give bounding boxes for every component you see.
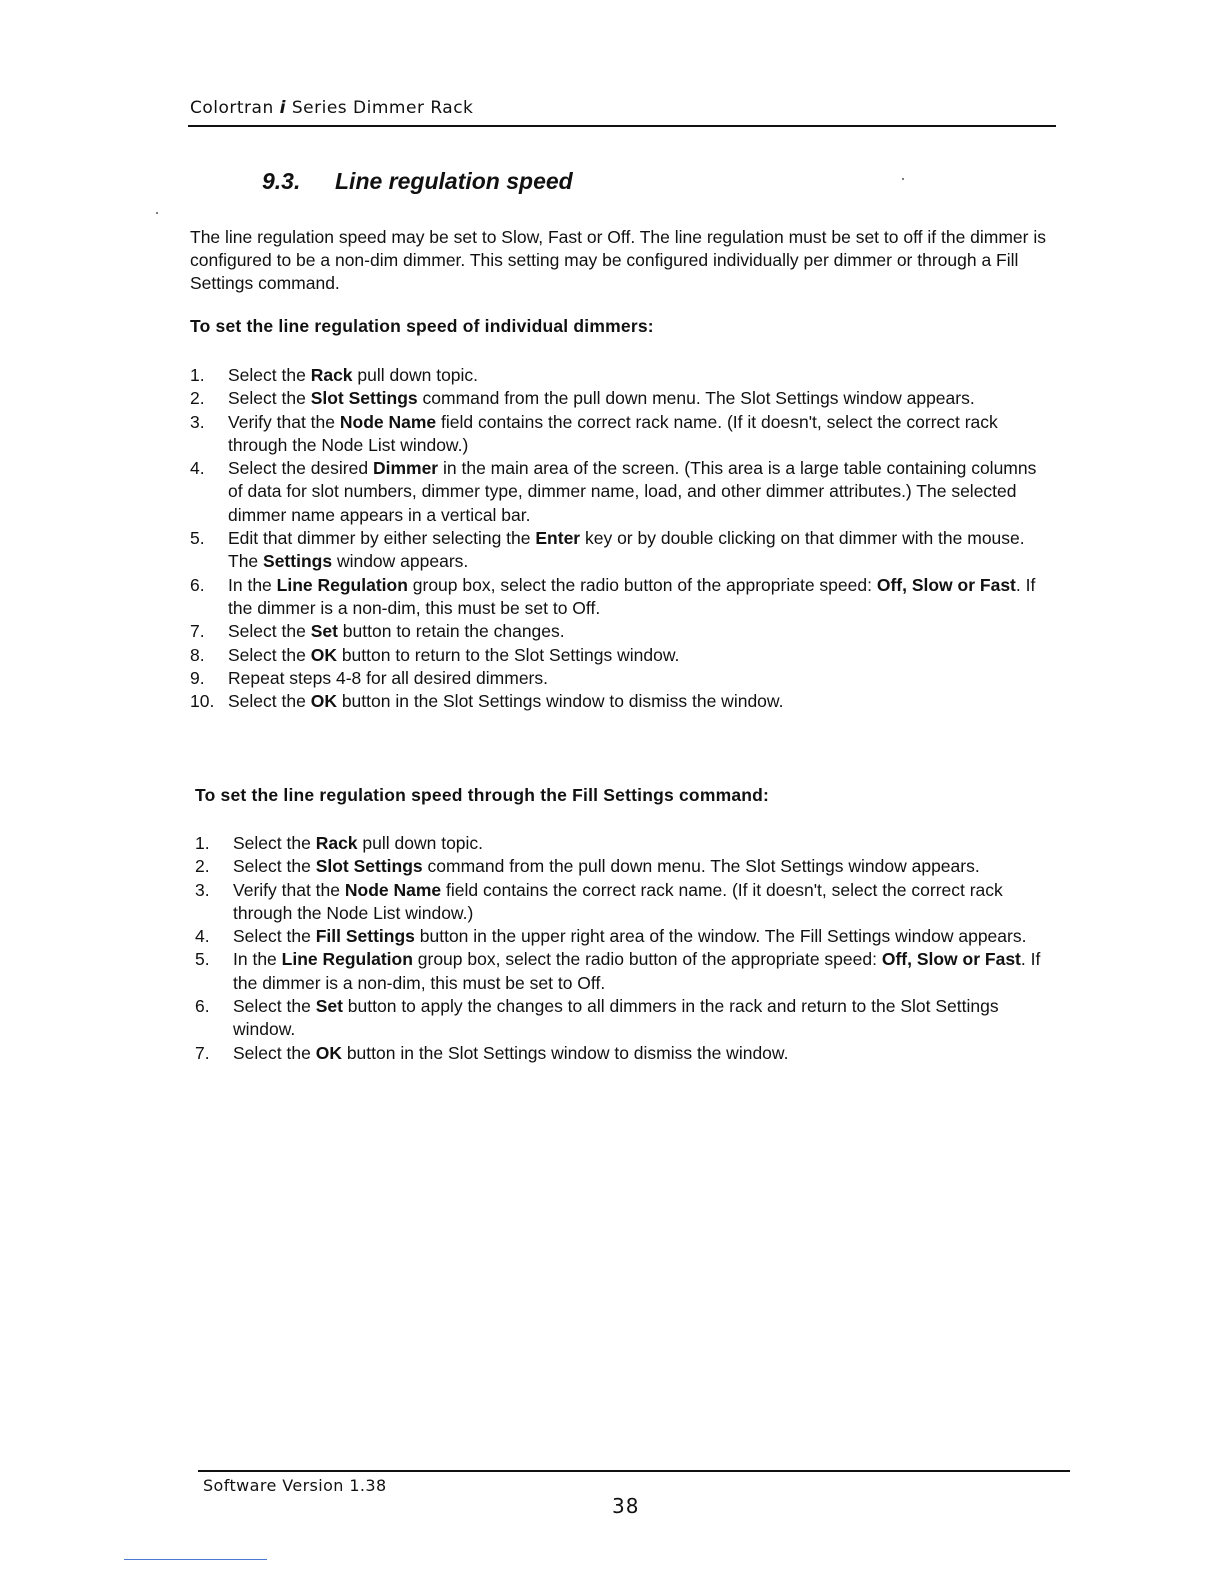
step-text [233, 879, 1055, 926]
step-text [228, 457, 1050, 527]
step-item [190, 667, 1050, 690]
step-text-segment: pull down topic. [357, 833, 484, 853]
step-item [190, 364, 1050, 387]
step-text-segment: Select the [233, 996, 316, 1017]
step-item [195, 1042, 1055, 1065]
step-text-segment: pull down topic. [352, 365, 479, 385]
step-text-segment: In the [233, 949, 282, 970]
step-text [228, 387, 1050, 410]
step-text-segment: Verify that the [233, 879, 345, 900]
step-text-segment: window appears. [332, 551, 469, 572]
step-text-segment: Select the [228, 644, 311, 665]
step-text-segment: Edit that dimmer by either selecting the [228, 528, 536, 549]
step-text-segment: group box, select the radio button of the appropriate speed: [412, 949, 882, 970]
step-item [195, 879, 1055, 926]
section-heading [262, 168, 573, 195]
step-number: 7. [195, 1042, 210, 1063]
step-item [190, 457, 1050, 527]
step-number: 4. [190, 458, 205, 479]
step-text [228, 411, 1050, 458]
step-emphasis: Fill Settings [315, 926, 415, 947]
step-item [190, 644, 1050, 667]
step-emphasis: Line Regulation [276, 574, 408, 595]
section-title: Line regulation speed [335, 168, 573, 194]
step-text-segment: Select the [233, 1042, 316, 1063]
footer-rule [198, 1470, 1070, 1472]
step-emphasis: Node Name [339, 411, 437, 432]
step-number: 4. [195, 926, 210, 947]
step-text-segment: in the main area of the screen. (This area is a large table containing columns of data for slot numbers, dimmer type, dimmer name, load, and other dimmer attributes.) The selected dimmer name appears in a vertical bar. [228, 458, 1037, 525]
step-text [228, 527, 1050, 574]
step-number: 9. [190, 667, 205, 688]
step-number: 1. [195, 833, 210, 853]
step-text-segment: button in the upper right area of the window. The Fill Settings window appears. [414, 926, 1027, 947]
step-text [228, 667, 1050, 690]
step-text-segment: Repeat steps 4-8 for all desired dimmers. [228, 667, 548, 688]
step-number: 10. [190, 691, 215, 712]
scan-speck [156, 212, 158, 214]
step-text [233, 925, 1055, 948]
step-item [190, 620, 1050, 643]
individual-steps-list [190, 364, 1050, 713]
step-text [228, 364, 1050, 387]
step-text-segment: Select the [228, 621, 311, 642]
step-emphasis: OK [310, 644, 337, 665]
software-version: Software Version 1.38 [203, 1476, 387, 1495]
step-emphasis: Rack [315, 833, 358, 853]
step-number: 3. [190, 411, 205, 432]
step-emphasis: OK [315, 1042, 342, 1063]
step-text-segment: Select the [228, 365, 311, 385]
step-item [195, 995, 1055, 1042]
step-emphasis: Off, Slow or Fast [881, 949, 1021, 970]
step-text-segment: key or by double clicking on that dimmer with the mouse. The [228, 528, 1025, 572]
step-text-segment: . If the dimmer is a non-dim, this must be set to Off. [228, 574, 1036, 618]
step-text-segment: button to retain the changes. [337, 621, 565, 642]
step-text-segment: Select the [233, 833, 316, 853]
step-text-segment: command from the pull down menu. The Slot Settings window appears. [417, 388, 975, 409]
step-number: 3. [195, 879, 210, 900]
step-text-segment: command from the pull down menu. The Slot Settings window appears. [422, 856, 980, 877]
step-text [228, 690, 1050, 713]
step-text-segment: Select the [228, 388, 311, 409]
step-text-segment: In the [228, 574, 277, 595]
step-item [190, 527, 1050, 574]
step-emphasis: OK [310, 691, 337, 712]
scan-speck [902, 178, 904, 180]
step-text-segment: field contains the correct rack name. (If it doesn't, select the correct rack through the Node List window.) [228, 411, 998, 455]
step-text-segment: Select the [233, 856, 316, 877]
step-emphasis: Dimmer [372, 458, 439, 479]
step-text-segment: Select the [233, 926, 316, 947]
step-emphasis: Settings [263, 551, 333, 572]
header-title-pre: Colortran [190, 98, 280, 118]
step-text-segment: field contains the correct rack name. (If it doesn't, select the correct rack through the Node List window.) [233, 879, 1003, 923]
step-text [233, 948, 1055, 995]
step-number: 2. [195, 856, 210, 877]
step-text-segment: button in the Slot Settings window to dismiss the window. [341, 1042, 789, 1063]
fill-procedure-heading: To set the line regulation speed through the Fill Settings command: [195, 785, 770, 805]
step-emphasis: Slot Settings [315, 856, 423, 877]
step-text [233, 855, 1055, 878]
page-number: 38 [612, 1494, 640, 1518]
running-header [190, 98, 1056, 118]
step-emphasis: Enter [535, 528, 581, 549]
step-item [195, 832, 1055, 855]
scan-mark-line [124, 1559, 267, 1560]
step-text-segment: Select the [228, 691, 311, 712]
step-text-segment: button to return to the Slot Settings window. [336, 644, 680, 665]
header-title-post: Series Dimmer Rack [285, 98, 474, 118]
step-text-segment: button to apply the changes to all dimmers in the rack and return to the Slot Settings window. [233, 996, 999, 1040]
step-item [195, 948, 1055, 995]
step-emphasis: Set [310, 621, 338, 642]
step-item [195, 925, 1055, 948]
step-number: 5. [190, 528, 205, 549]
step-text-segment: button in the Slot Settings window to dismiss the window. [336, 691, 784, 712]
section-number: 9.3. [262, 168, 301, 194]
step-number: 5. [195, 949, 210, 970]
intro-paragraph: The line regulation speed may be set to Slow, Fast or Off. The line regulation must be set to off if the dimmer is configured to be a non-dim dimmer. This setting may be configured individually per dimmer or through a Fill Settings command. [190, 227, 1046, 293]
step-item [190, 690, 1050, 713]
step-emphasis: Line Regulation [281, 949, 413, 970]
step-text [233, 1042, 1055, 1065]
step-number: 2. [190, 388, 205, 409]
step-text [233, 995, 1055, 1042]
step-number: 7. [190, 621, 205, 642]
step-emphasis: Node Name [344, 879, 442, 900]
step-text-segment: Select the desired [228, 458, 373, 479]
step-item [195, 855, 1055, 878]
step-number: 6. [195, 996, 210, 1017]
step-emphasis: Rack [310, 365, 353, 385]
step-text [228, 644, 1050, 667]
step-number: 6. [190, 574, 205, 595]
fill-steps-list [195, 832, 1055, 1065]
step-number: 1. [190, 365, 205, 385]
step-text [228, 574, 1050, 621]
step-text [228, 620, 1050, 643]
header-title-i: i [279, 98, 286, 118]
step-text [233, 832, 1055, 855]
step-emphasis: Set [315, 996, 343, 1017]
step-item [190, 574, 1050, 621]
header-rule [188, 125, 1056, 127]
step-number: 8. [190, 644, 205, 665]
step-text-segment: . If the dimmer is a non-dim, this must be set to Off. [233, 949, 1041, 993]
step-emphasis: Off, Slow or Fast [876, 574, 1016, 595]
step-text-segment: group box, select the radio button of the appropriate speed: [407, 574, 877, 595]
step-item [190, 411, 1050, 458]
step-item [190, 387, 1050, 410]
individual-procedure-heading: To set the line regulation speed of individual dimmers: [190, 316, 654, 336]
step-text-segment: Verify that the [228, 411, 340, 432]
step-emphasis: Slot Settings [310, 388, 418, 409]
